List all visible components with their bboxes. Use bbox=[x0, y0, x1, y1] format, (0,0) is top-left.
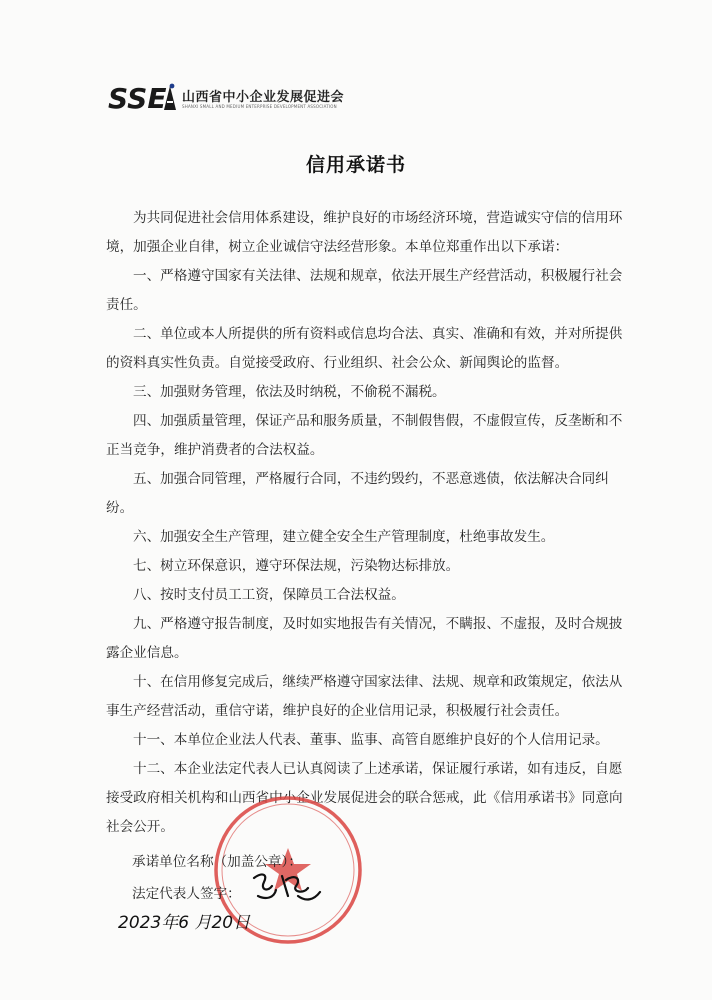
ssea-logo-icon bbox=[108, 80, 178, 114]
handwritten-signature-icon bbox=[248, 866, 328, 910]
paragraph-item-8: 八、按时支付员工工资，保障员工合法权益。 bbox=[133, 587, 405, 603]
commitment-body bbox=[106, 204, 626, 842]
paragraph-item-9: 九、严格遵守报告制度，及时如实地报告有关情况，不瞒报、不虚报，及时合规披露企业信息。 bbox=[106, 616, 623, 661]
paragraph-item-10: 十、在信用修复完成后，继续严格遵守国家法律、法规、规章和政策规定，依法从事生产经营活动，重信守诺，维护良好的企业信用记录，积极履行社会责任。 bbox=[106, 674, 623, 719]
paragraph-item-6: 六、加强安全生产管理，建立健全安全生产管理制度，杜绝事故发生。 bbox=[133, 529, 555, 545]
signing-rep-label: 法定代表人签字： bbox=[132, 886, 241, 902]
paragraph-item-2: 二、单位或本人所提供的所有资料或信息均合法、真实、准确和有效，并对所提供的资料真实性负责。自觉接受政府、行业组织、社会公众、新闻舆论的监督。 bbox=[106, 326, 623, 371]
paragraph-item-7: 七、树立环保意识，遵守环保法规，污染物达标排放。 bbox=[133, 558, 460, 574]
paragraph-item-3: 三、加强财务管理，依法及时纳税，不偷税不漏税。 bbox=[133, 384, 446, 400]
signing-unit-label: 承诺单位名称（加盖公章）： bbox=[132, 854, 302, 870]
org-name-en: SHANXI SMALL AND MEDIUM ENTERPRISE DEVELOPMENT ASSOCIATION bbox=[182, 104, 337, 109]
svg-text:SSE: SSE bbox=[108, 82, 167, 114]
paragraph-item-5: 五、加强合同管理，严格履行合同，不违约毁约，不恶意逃债，依法解决合同纠纷。 bbox=[106, 471, 609, 516]
paragraph-intro: 为共同促进社会信用体系建设，维护良好的市场经济环境，营造诚实守信的信用环境，加强企业自律，树立企业诚信守法经营形象。本单位郑重作出以下承诺： bbox=[106, 210, 623, 255]
document-title: 信用承诺书 bbox=[305, 154, 406, 176]
signing-date: 2023年6 月20日 bbox=[118, 913, 251, 933]
paragraph-item-12: 十二、本企业法定代表人已认真阅读了上述承诺，保证履行承诺，如有违反，自愿接受政府相关机构和山西省中小企业发展促进会的联合惩戒，此《信用承诺书》同意向社会公开。 bbox=[106, 761, 623, 835]
paragraph-item-1: 一、严格遵守国家有关法律、法规和规章，依法开展生产经营活动，积极履行社会责任。 bbox=[106, 268, 623, 313]
paragraph-item-11: 十一、本单位企业法人代表、董事、监事、高管自愿维护良好的个人信用记录。 bbox=[133, 732, 609, 748]
org-logo bbox=[108, 80, 348, 116]
paragraph-item-4: 四、加强质量管理，保证产品和服务质量，不制假售假，不虚假宣传，反垄断和不正当竞争，维护消费者的合法权益。 bbox=[106, 413, 623, 458]
org-name: 山西省中小企业发展促进会 bbox=[182, 90, 345, 105]
